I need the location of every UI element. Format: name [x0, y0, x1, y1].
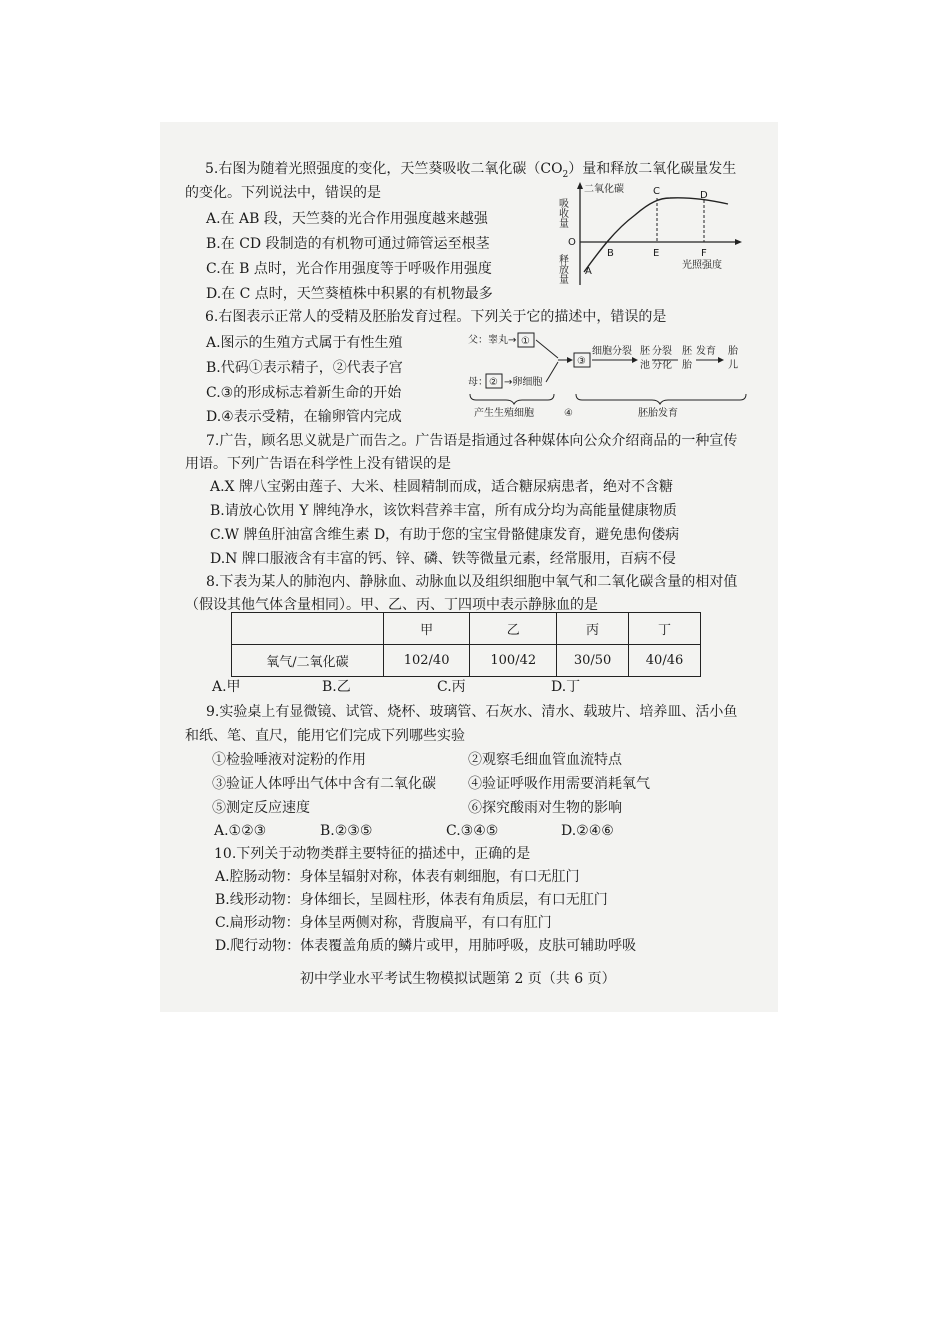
diagram-step6a: 胎: [728, 346, 738, 357]
table-header-yi: 乙: [470, 613, 557, 645]
q8-option-a: A.甲: [212, 679, 241, 695]
q6-stem: 6.右图表示正常人的受精及胚胎发育过程。下列关于它的描述中，错误的是: [205, 309, 667, 325]
q9-item-6: ⑥探究酸雨对生物的影响: [468, 800, 622, 816]
table-header-ding: 丁: [629, 613, 701, 645]
diagram-brace2: ④: [564, 408, 573, 419]
table-cell-jia: 102/40: [383, 645, 470, 677]
q5-stem-line2: 的变化。下列说法中，错误的是: [185, 185, 381, 201]
diagram-step5: 发育: [696, 346, 716, 357]
diagram-mother: 母：: [468, 377, 488, 388]
q5-option-d: D.在 C 点时，天竺葵植株中积累的有机物最多: [206, 286, 493, 302]
q10-option-d: D.爬行动物：体表覆盖角质的鳞片或甲，用肺呼吸，皮肤可辅助呼吸: [215, 938, 637, 954]
graph-ylabel-top: 吸收量: [556, 198, 568, 228]
diagram-step4b: 胎: [682, 360, 692, 371]
q7-option-a: A.X 牌八宝粥由莲子、大米、桂圆精制而成，适合糖尿病患者，绝对不含糖: [210, 479, 673, 495]
q6-option-a: A.图示的生殖方式属于有性生殖: [206, 335, 403, 351]
graph-point-c: C: [653, 186, 660, 197]
diagram-step2a: 胚: [640, 346, 650, 357]
q5-option-b: B.在 CD 段制造的有机物可通过筛管运至根茎: [206, 236, 490, 252]
graph-ylabel-co2: 二氧化碳: [584, 184, 624, 195]
q9-item-2: ②观察毛细血管血流特点: [468, 752, 622, 768]
q6-option-b: B.代码①表示精子，②代表子宫: [206, 360, 403, 376]
q8-stem-line2: （假设其他气体含量相同）。甲、乙、丙、丁四项中表示静脉血的是: [185, 597, 598, 613]
diagram-box2: ②: [489, 377, 498, 388]
graph-origin: O: [568, 237, 576, 248]
q6-option-c: C.③的形成标志着新生命的开始: [206, 385, 402, 401]
q6-fertilization-diagram: [466, 330, 756, 422]
table-header-blank: [232, 613, 384, 645]
q10-option-c: C.扁形动物：身体呈两侧对称，背腹扁平，有口有肛门: [215, 915, 552, 931]
diagram-father: 父：睾丸→: [468, 335, 517, 346]
q9-item-1: ①检验唾液对淀粉的作用: [212, 752, 366, 768]
q9-item-5: ⑤测定反应速度: [212, 800, 310, 816]
graph-xlabel: 光照强度: [682, 260, 722, 271]
graph-point-d: D: [700, 190, 708, 201]
table-cell-yi: 100/42: [470, 645, 557, 677]
q9-option-a: A.①②③: [214, 823, 267, 839]
table-header-bing: 丙: [557, 613, 629, 645]
q9-option-d: D.②④⑥: [561, 823, 614, 839]
table-cell-bing: 30/50: [557, 645, 629, 677]
diagram-step4a: 胚: [682, 346, 692, 357]
q9-stem-line2: 和纸、笔、直尺，能用它们完成下列哪些实验: [185, 728, 465, 744]
q9-item-4: ④验证呼吸作用需要消耗氧气: [468, 776, 650, 792]
q8-stem-line1: 8.下表为某人的肺泡内、静脉血、动脉血以及组织细胞中氧气和二氧化碳含量的相对值: [206, 574, 738, 590]
q6-option-d: D.④表示受精，在输卵管内完成: [206, 409, 402, 425]
q8-option-b: B.乙: [322, 679, 351, 695]
diagram-step3b: 分化: [652, 360, 672, 371]
diagram-step2b: 池: [640, 360, 650, 371]
graph-point-f: F: [701, 248, 707, 259]
diagram-box1: ①: [521, 336, 530, 347]
table-header-row: [232, 613, 701, 645]
q5-option-a: A.在 AB 段，天竺葵的光合作用强度越来越强: [206, 211, 488, 227]
diagram-brace3: 胚胎发育: [638, 408, 678, 419]
q9-option-c: C.③④⑤: [446, 823, 499, 839]
q9-stem-line1: 9.实验桌上有显微镜、试管、烧杯、玻璃管、石灰水、清水、载玻片、培养皿、活小鱼: [206, 704, 738, 720]
q7-option-d: D.N 牌口服液含有丰富的钙、锌、磷、铁等微量元素，经常服用，百病不侵: [210, 551, 676, 567]
q5-stem-line1: 5.右图为随着光照强度的变化，天竺葵吸收二氧化碳$(CO_2)$量和释放二氧化碳量发生: [205, 161, 737, 180]
q8-option-c: C.丙: [437, 679, 466, 695]
diagram-brace1: 产生生殖细胞: [474, 408, 534, 419]
q7-stem-line2: 用语。下列广告语在科学性上没有错误的是: [185, 456, 451, 472]
table-row: [232, 645, 701, 677]
graph-point-e: E: [653, 248, 660, 259]
diagram-step6b: 儿: [728, 360, 738, 371]
q9-item-3: ③验证人体呼出气体中含有二氧化碳: [212, 776, 436, 792]
q8-option-d: D.丁: [551, 679, 581, 695]
diagram-step3a: 分裂: [652, 346, 672, 357]
table-row-label: 氧气/二氧化碳: [232, 645, 384, 677]
graph-ylabel-bottom: 释放量: [556, 254, 568, 284]
q7-stem-line1: 7.广告，顾名思义就是广而告之。广告语是指通过各种媒体向公众介绍商品的一种宣传: [206, 433, 738, 449]
q10-option-b: B.线形动物：身体细长，呈圆柱形，体表有角质层，有口无肛门: [215, 892, 608, 908]
page-footer: 初中学业水平考试生物模拟试题第 2 页（共 6 页）: [300, 971, 616, 987]
q5-co2-graph: [556, 180, 750, 290]
q5-option-c: C.在 B 点时，光合作用强度等于呼吸作用强度: [206, 261, 492, 277]
q7-option-c: C.W 牌鱼肝油富含维生素 D，有助于您的宝宝骨骼健康发育，避免患佝偻病: [210, 527, 680, 543]
diagram-step1: 细胞分裂: [592, 346, 632, 357]
q9-option-b: B.②③⑤: [320, 823, 373, 839]
table-header-jia: 甲: [383, 613, 470, 645]
graph-point-b: B: [607, 248, 614, 259]
q8-gas-table: [231, 612, 701, 677]
diagram-box3: ③: [577, 356, 586, 367]
q10-stem: 10.下列关于动物类群主要特征的描述中，正确的是: [214, 846, 531, 862]
table-cell-ding: 40/46: [629, 645, 701, 677]
q7-option-b: B.请放心饮用 Y 牌纯净水，该饮料营养丰富，所有成分均为高能量健康物质: [210, 503, 677, 519]
graph-point-a: A: [585, 266, 592, 277]
diagram-egg: →卵细胞: [504, 377, 543, 388]
q10-option-a: A.腔肠动物：身体呈辐射对称，体表有刺细胞，有口无肛门: [215, 869, 580, 885]
